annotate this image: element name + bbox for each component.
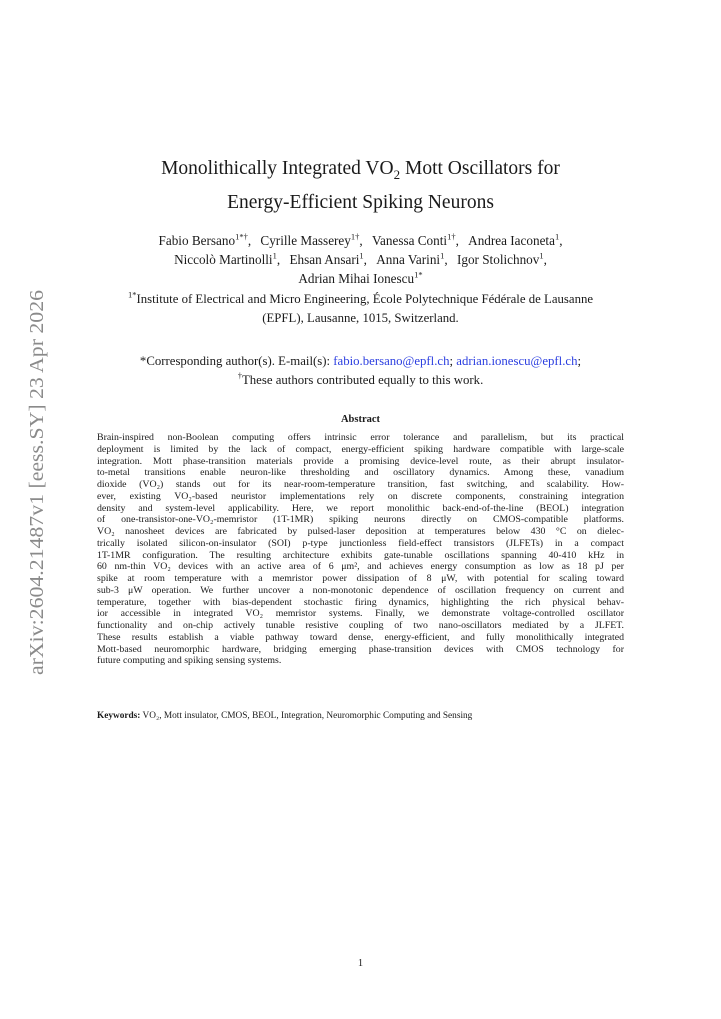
author: Andrea Iaconeta$^1$, (468, 231, 563, 248)
keywords-text: VO₂, Mott insulator, CMOS, BEOL, Integration, Neuromorphic Computing and Sensing (140, 711, 473, 721)
arxiv-id-text: arXiv:2604.21487v1 [eess.SY] 23 Apr 2026 (26, 321, 48, 675)
abstract-heading: Abstract (340, 414, 381, 425)
abstract-line: to-metal transitions enable neuron-like thresholding and oscillatory dynamics. Among these, vanadium (97, 467, 624, 479)
author: Vanessa Conti$^{1\dagger}$, (371, 231, 459, 248)
abstract-line: sub-3 μW operation. We further uncover a non-monotonic dependence of oscillation frequency on current and (97, 584, 624, 596)
abstract-line: future computing and spiking sensing systems. (97, 655, 282, 667)
abstract-line: integration. Mott phase-transition materials provide a promising device-level route, as their abrupt insulator- (97, 455, 624, 467)
author-row-3 (0, 269, 721, 288)
abstract-line: trically isolated silicon-on-insulator (SOI) p-type junctionless field-effect transistors (JLFETs) in a compact (97, 537, 624, 549)
affiliation (0, 290, 721, 328)
abstract-line: These results establish a viable pathway toward dense, energy-efficient, and fully monolithically integrated (97, 631, 624, 643)
author: Anna Varini$^1$, (376, 250, 448, 267)
equal-contribution-note: †These authors contributed equally to this work. (237, 370, 484, 387)
title-line-1: Monolithically Integrated $VO_2$ Mott Oscillators for (161, 158, 560, 182)
abstract-line: temperature, together with bias-dependent stochastic firing dynamics, highlighting the rich physical behav- (97, 596, 624, 608)
author: Niccolò Martinolli$^1$, (174, 250, 281, 267)
affiliation-line-2: (EPFL), Lausanne, 1015, Switzerland. (262, 311, 459, 325)
abstract-body (97, 432, 624, 667)
abstract-line: ever, existing VO₂-based neuristor implementations rely on discrete components, constraining integration (97, 490, 624, 502)
paper-title (0, 155, 721, 217)
abstract-line: deployment is limited by the lack of compact, energy-efficient spiking hardware compatible with large-scale (97, 443, 624, 455)
abstract-line: ior accessible in integrated VO₂ memristor systems. Finally, we demonstrate voltage-controlled oscillator (97, 608, 624, 620)
author-row-1 (0, 231, 721, 250)
author: Fabio Bersano$^{1*\dagger}$, (158, 231, 252, 248)
author: Cyrille Masserey$^{1\dagger}$, (260, 231, 363, 248)
abstract-line: 60 nm-thin VO₂ devices with an active area of 6 μm², and achieves energy consumption as low as 18 pJ per (97, 561, 624, 573)
email-link-bersano[interactable]: fabio.bersano@epfl.ch (333, 354, 450, 368)
abstract-line: VO₂ nanosheet devices are fabricated by pulsed-laser deposition at temperatures below 430 °C on dielec- (97, 526, 624, 537)
abstract-line: Mott-based neuromorphic hardware, bridging emerging phase-transition devices with CMOS technology for (97, 643, 624, 655)
author: Adrian Mihai Ionescu$^{1*}$ (298, 269, 423, 286)
author-row-2 (0, 250, 721, 269)
keywords-label: Keywords: (97, 711, 141, 721)
author-list (0, 231, 721, 288)
abstract-line: of one-transistor-one-VO₂-memristor (1T-1MR) spiking neurons directly on CMOS-compatible platforms. (97, 514, 624, 526)
correspondence (0, 352, 721, 390)
page-number: 1 (357, 958, 364, 969)
abstract-line: spike at room temperature with a memristor power dissipation of 8 μW, with potential for scaling toward (97, 573, 624, 584)
abstract-line: density and system-level applicability. Here, we report monolithic back-end-of-the-line (BEOL) integration (97, 502, 624, 514)
correspondence-line: *Corresponding author(s). E-mail(s): fabio.bersano@epfl.ch; adrian.ionescu@epfl.ch; (139, 354, 582, 368)
email-link-ionescu[interactable]: adrian.ionescu@epfl.ch (456, 354, 578, 368)
affiliation-line-1: $^{1*}$Institute of Electrical and Micro Engineering, École Polytechnique Fédérale de Lausanne (127, 289, 594, 306)
abstract-line: Brain-inspired non-Boolean computing offers intrinsic error tolerance and parallelism, but its practical (97, 432, 624, 443)
abstract-line: 1T-1MR configuration. The resulting architecture exhibits gate-tunable oscillations spanning 40-410 kHz in (97, 549, 624, 561)
author: Ehsan Ansari$^1$, (289, 250, 367, 267)
arxiv-identifier (13, 290, 55, 680)
abstract-line: dioxide (VO₂) stands out for its near-room-temperature transition, fast switching, and scalability. How- (97, 479, 624, 490)
keywords (97, 711, 624, 721)
title-line-2: Energy-Efficient Spiking Neurons (227, 191, 494, 213)
abstract-line: functionality and on-chip actively tunable resistive coupling of two nano-oscillators mediated by a JLFET. (97, 620, 624, 631)
author: Igor Stolichnov$^1$, (456, 250, 547, 267)
